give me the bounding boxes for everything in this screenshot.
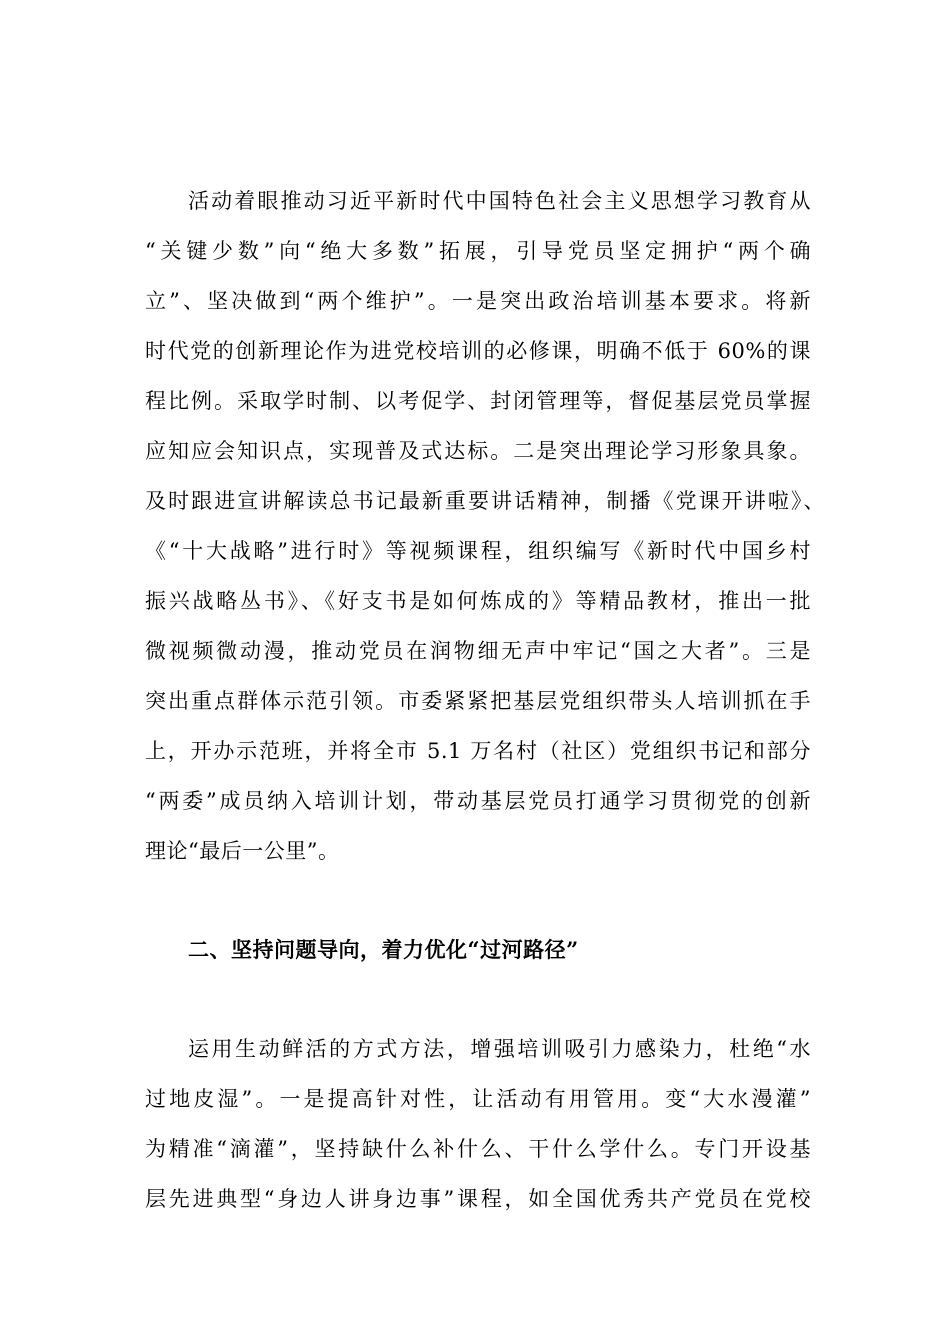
- paragraph-1-line-5: 程比例。采取学时制、以考促学、封闭管理等，督促基层党员掌握: [145, 389, 811, 413]
- paragraph-1-line-11: 突出重点群体示范引领。市委紧紧把基层党组织带头人培训抓在手: [145, 689, 811, 713]
- paragraph-2-line-4: 层先进典型“身边人讲身边事”课程，如全国优秀共产党员在党校: [145, 1187, 811, 1211]
- paragraph-1-line-4: 时代党的创新理论作为进党校培训的必修课，明确不低于 60%的课: [145, 339, 811, 363]
- paragraph-1-line-12: 上，开办示范班，并将全市 5.1 万名村（社区）党组织书记和部分: [145, 739, 811, 763]
- paragraph-2-line-2: 过地皮湿”。一是提高针对性，让活动有用管用。变“大水漫灌”: [145, 1087, 811, 1111]
- paragraph-1-line-1: 活动着眼推动习近平新时代中国特色社会主义思想学习教育从: [188, 189, 811, 213]
- paragraph-1-line-8: 《“十大战略”进行时》等视频课程，组织编写《新时代中国乡村: [145, 539, 811, 563]
- paragraph-1-line-10: 微视频微动漫，推动党员在润物细无声中牢记“国之大者”。三是: [145, 639, 811, 663]
- paragraph-1-line-7: 及时跟进宣讲解读总书记最新重要讲话精神，制播《党课开讲啦》、: [145, 489, 825, 513]
- paragraph-1-line-6: 应知应会知识点，实现普及式达标。二是突出理论学习形象具象。: [145, 439, 811, 463]
- paragraph-1-line-14: 理论“最后一公里”。: [145, 839, 340, 863]
- section-heading: 二、坚持问题导向，着力优化“过河路径”: [188, 937, 579, 962]
- paragraph-1-line-3: 立”、坚决做到“两个维护”。一是突出政治培训基本要求。将新: [145, 289, 811, 313]
- paragraph-1-line-13: “两委”成员纳入培训计划，带动基层党员打通学习贯彻党的创新: [145, 789, 811, 813]
- paragraph-1-line-2: “关键少数”向“绝大多数”拓展，引导党员坚定拥护“两个确: [145, 239, 811, 263]
- paragraph-1-line-9: 振兴战略丛书》、《好支书是如何炼成的》等精品教材，推出一批: [145, 589, 811, 613]
- paragraph-2-line-3: 为精准“滴灌”，坚持缺什么补什么、干什么学什么。专门开设基: [145, 1137, 811, 1161]
- paragraph-2-line-1: 运用生动鲜活的方式方法，增强培训吸引力感染力，杜绝“水: [188, 1037, 811, 1061]
